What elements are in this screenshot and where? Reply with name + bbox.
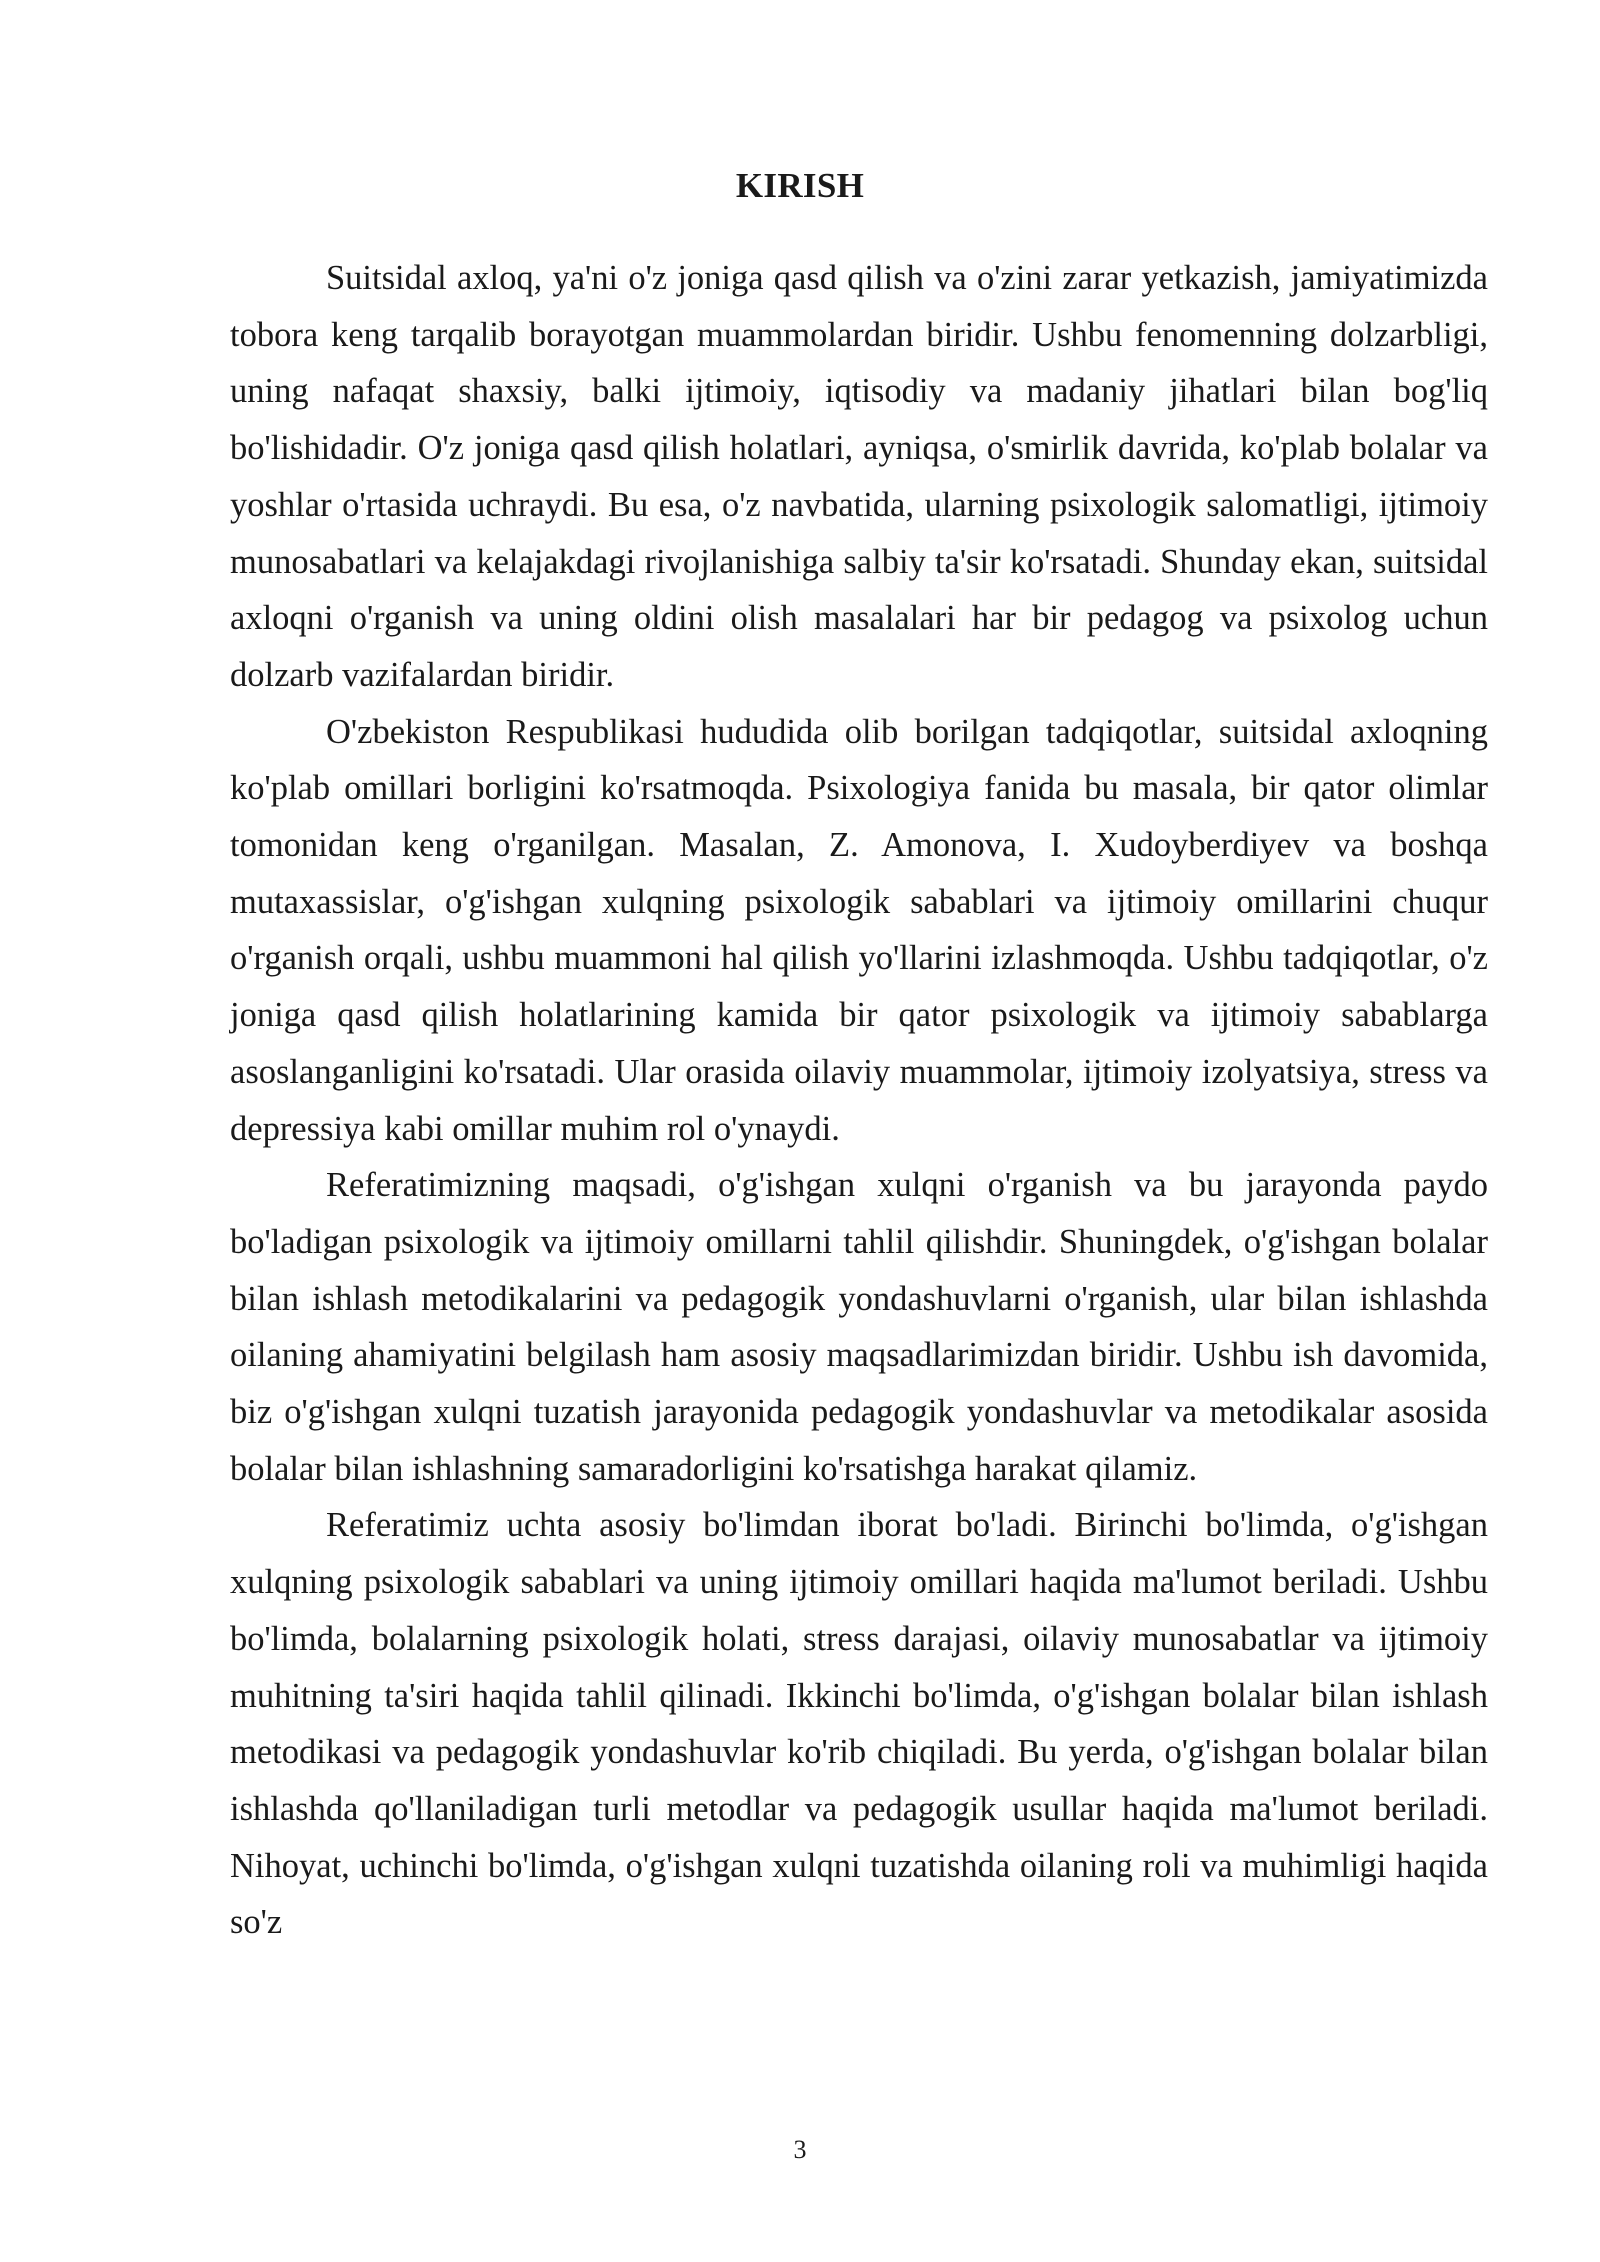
document-body xyxy=(230,250,1488,1951)
paragraph-4: Referatimiz uchta asosiy bo'limdan iborat bo'ladi. Birinchi bo'limda, o'g'ishgan xulqning psixologik sabablari va uning ijtimoiy omillari haqida ma'lumot beriladi. Ushbu bo'limda, bolalarning psixologik holati, stress darajasi, oilaviy munosabatlar va ijtimoiy muhitning ta'siri haqida tahlil qilinadi. Ikkinchi bo'limda, o'g'ishgan bolalar bilan ishlash metodikasi va pedagogik yondashuvlar ko'rib chiqiladi. Bu yerda, o'g'ishgan bolalar bilan ishlashda qo'llaniladigan turli metodlar va pedagogik usullar haqida ma'lumot beriladi. Nihoyat, uchinchi bo'limda, o'g'ishgan xulqni tuzatishda oilaning roli va muhimligi haqida so'z xyxy=(230,1506,1488,1942)
page-title: KIRISH xyxy=(735,166,865,205)
paragraph-1: Suitsidal axloq, ya'ni o'z joniga qasd qilish va o'zini zarar yetkazish, jamiyatimizda tobora keng tarqalib borayotgan muammolardan biridir. Ushbu fenomenning dolzarbligi, uning nafaqat shaxsiy, balki ijtimoiy, iqtisodiy va madaniy jihatlari bilan bog'liq bo'lishidadir. O'z joniga qasd qilish holatlari, ayniqsa, o'smirlik davrida, ko'plab bolalar va yoshlar o'rtasida uchraydi. Bu esa, o'z navbatida, ularning psixologik salomatligi, ijtimoiy munosabatlari va kelajakdagi rivojlanishiga salbiy ta'sir ko'rsatadi. Shunday ekan, suitsidal axloqni o'rganish va uning oldini olish masalalari har bir pedagog va psixolog uchun dolzarb vazifalardan biridir. xyxy=(230,259,1488,694)
page-number: 3 xyxy=(793,2135,807,2164)
paragraph-3: Referatimizning maqsadi, o'g'ishgan xulqni o'rganish va bu jarayonda paydo bo'ladigan psixologik va ijtimoiy omillarni tahlil qilishdir. Shuningdek, o'g'ishgan bolalar bilan ishlash metodikalarini va pedagogik yondashuvlarni o'rganish, ular bilan ishlashda oilaning ahamiyatini belgilash ham asosiy maqsadlarimizdan biridir. Ushbu ish davomida, biz o'g'ishgan xulqni tuzatish jarayonida pedagogik yondashuvlar va metodikalar asosida bolalar bilan ishlashning samaradorligini ko'rsatishga harakat qilamiz. xyxy=(230,1166,1488,1488)
paragraph-2: O'zbekiston Respublikasi hududida olib borilgan tadqiqotlar, suitsidal axloqning ko'plab omillari borligini ko'rsatmoqda. Psixologiya fanida bu masala, bir qator olimlar tomonidan keng o'rganilgan. Masalan, Z. Amonova, I. Xudoyberdiyev va boshqa mutaxassislar, o'g'ishgan xulqning psixologik sabablari va ijtimoiy omillarini chuqur o'rganish orqali, ushbu muammoni hal qilish yo'llarini izlashmoqda. Ushbu tadqiqotlar, o'z joniga qasd qilish holatlarining kamida bir qator psixologik va ijtimoiy sabablarga asoslanganligini ko'rsatadi. Ular orasida oilaviy muammolar, ijtimoiy izolyatsiya, stress va depressiya kabi omillar muhim rol o'ynaydi. xyxy=(230,712,1488,1148)
